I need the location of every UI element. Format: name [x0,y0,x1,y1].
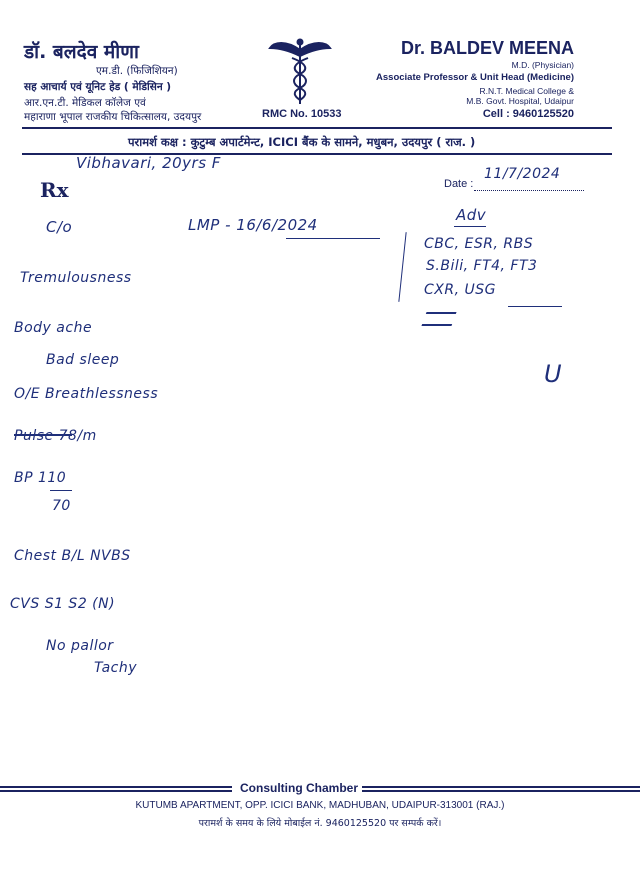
bp-fraction-line [50,490,72,491]
footer-rule-left-1 [0,786,232,788]
advice-heading: Adv [456,206,487,224]
advice-item-1: CBC, ESR, RBS [424,236,534,252]
advice-bracket [398,232,406,302]
position-hindi: सह आचार्य एवं यूनिट हेड ( मेडिसिन ) [24,81,172,93]
college-hindi: आर.एन.टी. मेडिकल कॉलेज एवं [24,97,146,109]
note-no-pallor: No pallor [46,638,114,654]
advice-item-3: CXR, USG [424,282,496,298]
doctor-name-english: Dr. BALDEV MEENA [400,38,574,58]
position-english: Associate Professor & Unit Head (Medicine) [376,72,574,83]
doctor-name-hindi: डॉ. बलदेव मीणा [24,41,139,63]
footer-rule-left-2 [0,790,232,792]
caduceus-icon [268,36,332,106]
rx-symbol: Rx [40,178,69,202]
footer-contact-note: परामर्श के समय के लिये मोबाईल नं. 9460125520 पर सम्पर्क करें। [198,818,442,829]
hospital-english: M.B. Govt. Hospital, Udaipur [466,96,574,106]
note-breathlessness: O/E Breathlessness [14,386,159,402]
lmp-underline [286,238,380,239]
header-rule-top [22,127,612,129]
handwritten-date: 11/7/2024 [484,166,561,182]
note-bp-diastolic: 70 [52,498,71,514]
note-chest: Chest B/L NVBS [14,548,131,564]
note-pulse: Pulse 78/m [14,428,97,444]
note-bp: BP 110 [14,470,67,486]
note-pulse-strike [14,434,72,436]
note-cvs: CVS S1 S2 (N) [10,596,116,612]
lmp-note: LMP - 16/6/2024 [188,216,318,234]
date-label: Date : [444,178,474,190]
date-dotted-line [474,190,584,191]
footer-rule-right-1 [362,786,640,788]
consulting-address-hindi: परामर्श कक्ष : कुटुम्ब अपार्टमेन्ट, ICICI बैंक के सामने, मधुबन, उदयपुर ( राज. ) [128,135,476,149]
hospital-hindi: महाराणा भूपाल राजकीय चिकित्सालय, उदयपुर [24,111,202,123]
doctor-signature: U [544,360,563,388]
cell-number: Cell : 9460125520 [482,108,574,120]
degree-english: M.D. (Physician) [511,60,574,70]
footer-address: KUTUMB APARTMENT, OPP. ICICI BANK, MADHUBAN, UDAIPUR-313001 (RAJ.) [135,800,505,811]
advice-item-3-underline [508,306,562,307]
patient-name: Vibhavari, 20yrs F [76,154,221,172]
scribble-strike [421,312,456,326]
degree-hindi: एम.डी. (फिजिशियन) [96,65,178,77]
note-tachy: Tachy [94,660,138,676]
rmc-number: RMC No. 10533 [262,108,342,120]
note-bad-sleep: Bad sleep [46,352,120,368]
note-body-ache: Body ache [14,320,93,336]
note-tremulousness: Tremulousness [20,270,132,286]
advice-item-2: S.Bili, FT4, FT3 [426,258,538,274]
college-english: R.N.T. Medical College & [479,86,574,96]
advice-underline [454,226,486,227]
footer-rule-right-2 [362,790,640,792]
footer-title: Consulting Chamber [240,781,359,795]
complaint-heading: C/o [46,218,73,236]
